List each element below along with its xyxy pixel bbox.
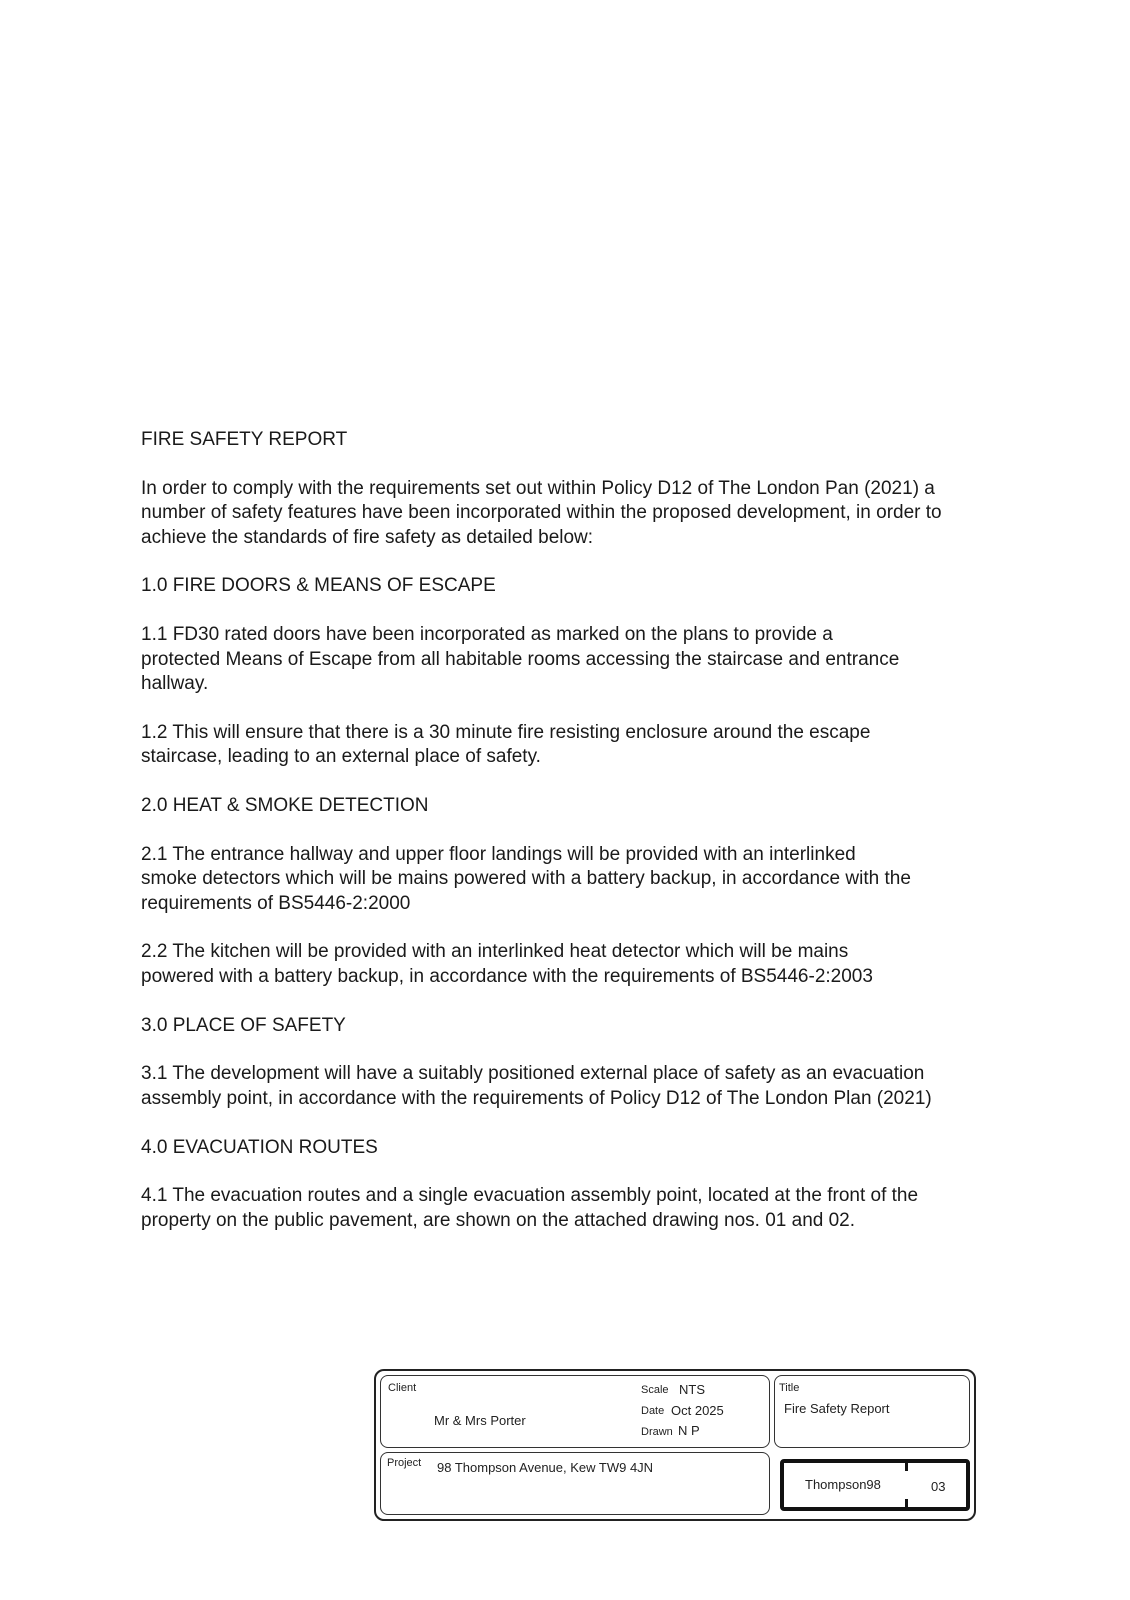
section-1-heading: 1.0 FIRE DOORS & MEANS OF ESCAPE (141, 575, 496, 597)
para-1-1-line-1: 1.1 FD30 rated doors have been incorporated as marked on the plans to provide a (141, 624, 833, 646)
report-heading: FIRE SAFETY REPORT (141, 429, 348, 450)
section-4-heading: 4.0 EVACUATION ROUTES (141, 1136, 378, 1158)
project-value: 98 Thompson Avenue, Kew TW9 4JN (437, 1460, 654, 1475)
drawing-number: 03 (931, 1479, 946, 1494)
reference-code: Thompson98 (805, 1477, 881, 1492)
para-2-2-line-1: 2.2 The kitchen will be provided with an interlinked heat detector which will be mains (141, 941, 849, 963)
client-box (380, 1375, 770, 1448)
project-label: Project (387, 1457, 422, 1469)
client-label: Client (388, 1382, 417, 1394)
section-2-heading: 2.0 HEAT & SMOKE DETECTION (141, 795, 429, 817)
title-label: Title (779, 1382, 800, 1394)
para-1-1-line-3: hallway. (141, 673, 209, 695)
date-label: Date (641, 1405, 665, 1417)
drawn-value: N P (678, 1423, 700, 1438)
title-box (774, 1375, 970, 1448)
para-4-1-line-2: property on the public pavement, are shown on the attached drawing nos. 01 and 02. (141, 1209, 856, 1231)
report-body (141, 428, 1041, 1233)
intro-line-1: In order to comply with the requirements set out within Policy D12 of The London Pan (2021) a (141, 477, 935, 499)
para-1-2-line-1: 1.2 This will ensure that there is a 30 minute fire resisting enclosure around the escape (141, 721, 871, 743)
intro-line-3: achieve the standards of fire safety as detailed below: (141, 526, 594, 548)
para-1-2-line-2: staircase, leading to an external place of safety. (141, 746, 541, 768)
client-value: Mr & Mrs Porter (434, 1413, 526, 1428)
divider-tick-top (905, 1463, 908, 1471)
intro-line-2: number of safety features have been incorporated within the proposed development, in order to (141, 502, 942, 524)
project-box (380, 1452, 770, 1515)
scale-value: NTS (679, 1382, 705, 1397)
para-2-1-line-3: requirements of BS5446-2:2000 (141, 892, 411, 914)
para-4-1-line-1: 4.1 The evacuation routes and a single evacuation assembly point, located at the front of the (141, 1185, 919, 1207)
para-3-1-line-1: 3.1 The development will have a suitably positioned external place of safety as an evacuation (141, 1063, 925, 1085)
para-3-1-line-2: assembly point, in accordance with the requirements of Policy D12 of The London Plan (2021) (141, 1087, 932, 1109)
date-value: Oct 2025 (671, 1403, 724, 1418)
title-value: Fire Safety Report (784, 1401, 890, 1416)
drawing-title-block (374, 1369, 976, 1521)
drawn-label: Drawn (641, 1426, 673, 1438)
divider-tick-bottom (905, 1499, 908, 1507)
drawing-reference-box (780, 1459, 970, 1511)
scale-label: Scale (641, 1384, 669, 1396)
para-2-2-line-2: powered with a battery backup, in accordance with the requirements of BS5446-2:2003 (141, 965, 873, 987)
para-2-1-line-1: 2.1 The entrance hallway and upper floor landings will be provided with an interlinked (141, 843, 856, 865)
para-2-1-line-2: smoke detectors which will be mains powered with a battery backup, in accordance with the (141, 868, 911, 890)
para-1-1-line-2: protected Means of Escape from all habitable rooms accessing the staircase and entrance (141, 648, 900, 670)
section-3-heading: 3.0 PLACE OF SAFETY (141, 1014, 346, 1036)
